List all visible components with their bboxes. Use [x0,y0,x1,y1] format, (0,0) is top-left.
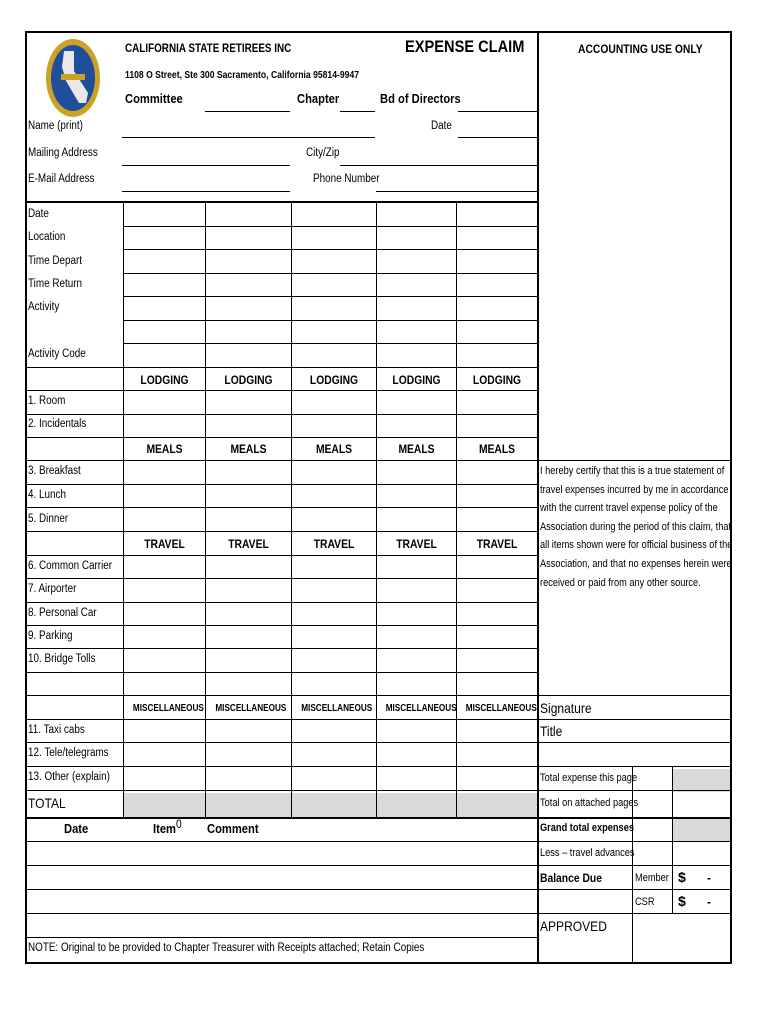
meals-header-1: MEALS [146,442,183,456]
misc-header-5: MISCELLANEOUS [465,702,537,714]
accounting-use-label: ACCOUNTING USE ONLY [578,42,703,56]
form-title: EXPENSE CLAIM [405,37,525,56]
csr-currency: $ [678,893,686,909]
travel-header-4: TRAVEL [396,537,437,551]
lodging-header-3: LODGING [309,373,359,387]
meals-header-3: MEALS [315,442,353,456]
member-currency: $ [678,869,686,885]
right-panel-divider [537,31,539,962]
meals-header-4: MEALS [398,442,435,456]
travel-header-2: TRAVEL [228,537,269,551]
row-telegrams: 12. Tele/telegrams [28,747,109,759]
comment-header: Comment [207,821,259,836]
cityzip-field[interactable] [340,165,537,166]
member-amount: - [707,871,711,885]
row-parking: 9. Parking [28,630,73,642]
approved-label: APPROVED [540,918,607,934]
date-field[interactable] [458,137,537,138]
chapter-label: Chapter [297,91,340,106]
signature-label: Signature [540,700,592,716]
row-total: TOTAL [28,795,66,811]
left-border [25,31,27,962]
lodging-header-4: LODGING [392,373,441,387]
cityzip-label: City/Zip [306,147,340,159]
row-location: Location [28,231,66,243]
total-page-shading [673,769,730,792]
lodging-header-5: LODGING [472,373,522,387]
row-time-return: Time Return [28,278,83,290]
grand-total-label: Grand total expenses [540,822,634,834]
grid-col-4 [376,201,377,819]
comment-date-header: Date [64,821,89,836]
date-label: Date [431,120,452,132]
phone-label: Phone Number [313,173,380,185]
total-page-label: Total expense this page [540,772,638,784]
csr-seal-logo [44,37,102,119]
bd-directors-label: Bd of Directors [380,91,461,106]
row-breakfast: 3. Breakfast [28,465,81,477]
row-taxi-cabs: 11. Taxi cabs [28,724,85,736]
row-other: 13. Other (explain) [28,771,110,783]
org-name: CALIFORNIA STATE RETIREES INC [125,43,292,55]
lodging-header-2: LODGING [224,373,273,387]
lodging-header-1: LODGING [140,373,189,387]
phone-field[interactable] [376,191,537,192]
row-room: 1. Room [28,395,66,407]
row-incidentals: 2. Incidentals [28,418,87,430]
csr-amount: - [707,895,711,909]
comment-item-header: Item [153,821,176,836]
certification-statement: I hereby certify that this is a true statement of travel expenses incurred by me in accordance with the current travel expense policy of the Association during the period of this claim, that all items shown were for official business of the Association, and that no expenses herein were received or paid from any other source. [540,465,733,589]
total-row-shading [124,793,537,817]
row-activity: Activity [28,301,60,313]
bottom-border [25,962,732,964]
row-common-carrier: 6. Common Carrier [28,560,113,572]
row-lunch: 4. Lunch [28,489,66,501]
travel-header-5: TRAVEL [476,537,518,551]
row-bridge-tolls: 10. Bridge Tolls [28,653,96,665]
total-attached-label: Total on attached pages [540,797,639,809]
row-personal-car: 8. Personal Car [28,607,97,619]
header-bottom-border [25,201,538,203]
committee-label: Committee [125,91,183,106]
misc-header-2: MISCELLANEOUS [215,702,287,714]
row-time-depart: Time Depart [28,255,83,267]
title-label: Title [540,723,563,739]
email-field[interactable] [122,191,290,192]
name-field[interactable] [122,137,375,138]
title-field[interactable] [570,721,728,741]
chapter-field[interactable] [340,111,375,112]
committee-field[interactable] [205,111,290,112]
org-address: 1108 O Street, Ste 300 Sacramento, California 95814-9947 [125,69,360,81]
member-label: Member [635,872,669,884]
grid-col-1 [123,201,124,819]
balance-due-label: Balance Due [540,871,602,885]
travel-header-3: TRAVEL [313,537,355,551]
grand-total-shading [673,818,730,841]
csr-label: CSR [635,896,655,908]
grid-col-3 [291,201,292,819]
row-dinner: 5. Dinner [28,513,69,525]
meals-header-2: MEALS [230,442,267,456]
mailing-address-label: Mailing Address [28,147,98,159]
misc-header-1: MISCELLANEOUS [132,702,204,714]
travel-header-1: TRAVEL [144,537,185,551]
row-airporter: 7. Airporter [28,583,77,595]
grid-col-2 [205,201,206,819]
email-label: E-Mail Address [28,173,95,185]
name-label: Name (print) [28,120,83,132]
misc-header-3: MISCELLANEOUS [301,702,373,714]
bd-directors-field[interactable] [458,111,537,112]
meals-header-5: MEALS [478,442,516,456]
mailing-address-field[interactable] [122,165,290,166]
misc-header-4: MISCELLANEOUS [385,702,457,714]
row-activity-code: Activity Code [28,348,86,360]
signature-field[interactable] [600,697,728,717]
row-date: Date [28,208,49,220]
footer-note: NOTE: Original to be provided to Chapter Treasurer with Receipts attached; Retain Copies [28,942,425,954]
grid-col-5 [456,201,457,819]
top-border [25,31,731,33]
item-value: 0 [176,817,182,831]
less-advances-label: Less – travel advances [540,847,635,859]
